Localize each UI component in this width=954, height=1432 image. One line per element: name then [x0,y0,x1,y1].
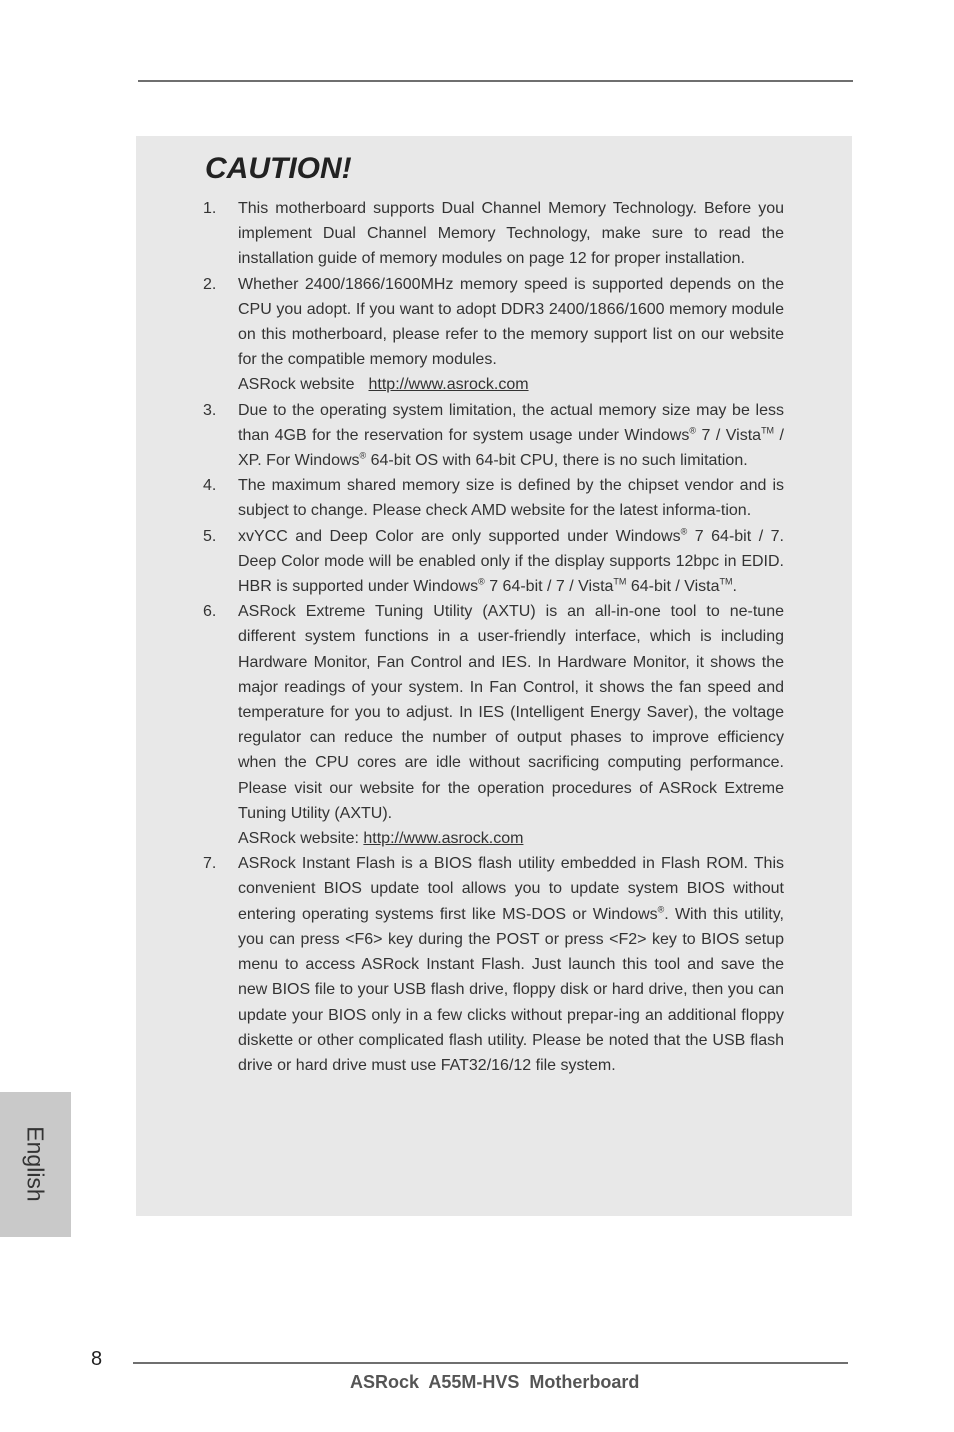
website-line [238,826,784,851]
website-link[interactable]: http://www.asrock.com [368,376,529,394]
item-text: ASRock Instant Flash is a BIOS flash utility embedded in Flash ROM. This convenient BIOS update tool allows you to update system BIOS without entering operating systems first like MS-DOS or Windows®. With this utility, you can press <F6> key during the POST or press <F2> key to BIOS setup menu to access ASRock Instant Flash. Just launch this tool and save the new BIOS file to your USB flash drive, floppy disk or hard drive, then you can update your BIOS only in a few clicks without prepar-ing an additional floppy diskette or other complicated flash utility. Please be noted that the USB flash drive or hard drive must use FAT32/16/12 file system. [238,855,785,1074]
item-text: Due to the operating system limitation, the actual memory size may be less than 4GB for the reservation for system usage under Windows® 7 / Vista™ / XP. For Windows® 64-bit OS with 64-bit CPU, there is no such limitation. [238,401,784,470]
website-line [238,372,784,397]
language-side-tab [0,1092,71,1237]
list-item [203,599,784,851]
item-text: This motherboard supports Dual Channel Memory Technology. Before you implement Dual Channel Memory Technology, make sure to read the installation guide of memory modules on page 12 for proper installation. [238,200,784,268]
list-item [203,398,784,474]
website-label: ASRock website [238,376,355,394]
registered-mark: ® [657,904,665,915]
header-rule [138,80,853,82]
registered-mark: ® [359,450,367,461]
item-number: 3. [203,401,217,419]
item-text: ASRock Extreme Tuning Utility (AXTU) is an all-in-one tool to ne-tune different system functions in a user-friendly interface, which is including Hardware Monitor, Fan Control and IES. In Hardware Monitor, it shows the major readings of your system. In Fan Control, it shows the fan speed and temperature for you to adjust. In IES (Intelligent Energy Saver), the voltage regulator can reduce the number of output phases to improve efficiency when the CPU cores are idle without sacrificing computing performance. Please visit our website for the operation procedures of ASRock Extreme Tuning Utility (AXTU). [238,603,784,822]
caution-title: CAUTION! [205,152,352,185]
footer-title: ASRock A55M-HVS Motherboard [350,1372,640,1392]
caution-list [203,196,784,1078]
item-number: 7. [203,855,217,873]
item-text: xvYCC and Deep Color are only supported under Windows® 7 64-bit / 7. Deep Color mode will be enabled only if the display supports 12bpc in EDID. HBR is supported under Windows® 7 64-bit / 7 / Vista™ 64-bit / Vista™. [238,526,784,596]
trademark-mark: TM [719,576,733,587]
list-item [203,196,784,272]
item-number: 5. [203,527,217,545]
list-item [203,851,784,1078]
item-text: The maximum shared memory size is defined by the chipset vendor and is subject to change. Please check AMD website for the latest informa-tion. [238,477,784,520]
item-number: 4. [203,477,217,495]
language-label: English [22,1126,49,1202]
list-item [203,272,784,398]
item-number: 6. [203,603,217,621]
page-number: 8 [91,1348,103,1370]
item-number: 1. [203,200,217,217]
trademark-mark: TM [613,576,627,587]
website-label: ASRock website: [238,830,359,848]
footer-rule [133,1362,848,1364]
website-link[interactable]: http://www.asrock.com [363,830,524,848]
registered-mark: ® [680,526,688,537]
item-number: 2. [203,275,217,293]
registered-mark: ® [478,576,485,587]
item-text: Whether 2400/1866/1600MHz memory speed is supported depends on the CPU you adopt. If you want to adopt DDR3 2400/1866/1600 memory module on this motherboard, please refer to the memory support list on our website for the compatible memory modules. [238,275,784,369]
trademark-mark: TM [761,425,775,436]
list-item [203,473,784,523]
list-item [203,524,784,600]
registered-mark: ® [689,425,696,436]
